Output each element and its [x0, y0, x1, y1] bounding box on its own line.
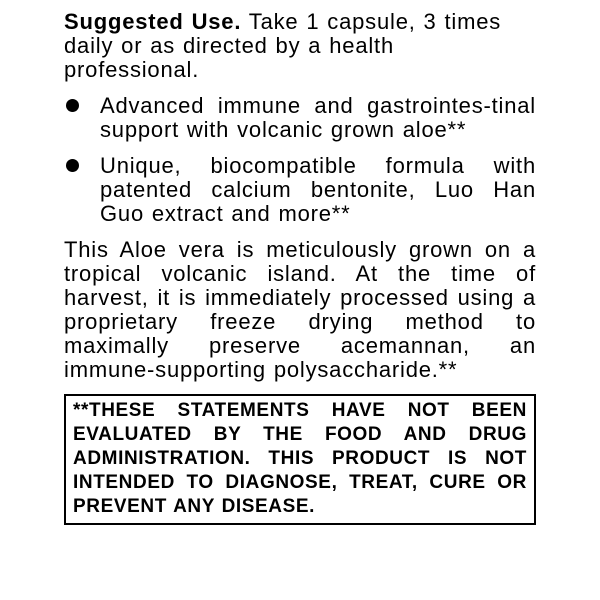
benefit-list — [64, 94, 536, 226]
fda-disclaimer-text: **THESE STATEMENTS HAVE NOT BEEN EVALUATED BY THE FOOD AND DRUG ADMINISTRATION. THIS PRODUCT IS NOT INTENDED TO DIAGNOSE, TREAT, CURE OR PREVENT ANY DISEASE. — [73, 400, 527, 517]
suggested-use-label: Suggested Use. — [64, 9, 242, 34]
bullet-icon — [66, 99, 79, 112]
benefit-text: Unique, biocompatible formula with patented calcium bentonite, Luo Han Guo extract and more** — [100, 153, 536, 226]
suggested-use — [64, 10, 536, 82]
product-description: This Aloe vera is meticulously grown on a tropical volcanic island. At the time of harvest, it is immediately processed using a proprietary freeze drying method to maximally preserve acemannan, an immune-supporting polysaccharide.** — [64, 237, 536, 382]
fda-disclaimer-box — [64, 394, 536, 525]
bullet-icon — [66, 159, 79, 172]
suggested-use-text: Take 1 capsule, 3 times daily or as directed by a health professional. — [64, 9, 502, 82]
list-item — [64, 154, 536, 226]
benefit-text: Advanced immune and gastrointes-tinal support with volcanic grown aloe** — [100, 93, 536, 142]
label-panel — [64, 10, 536, 525]
list-item — [64, 94, 536, 142]
